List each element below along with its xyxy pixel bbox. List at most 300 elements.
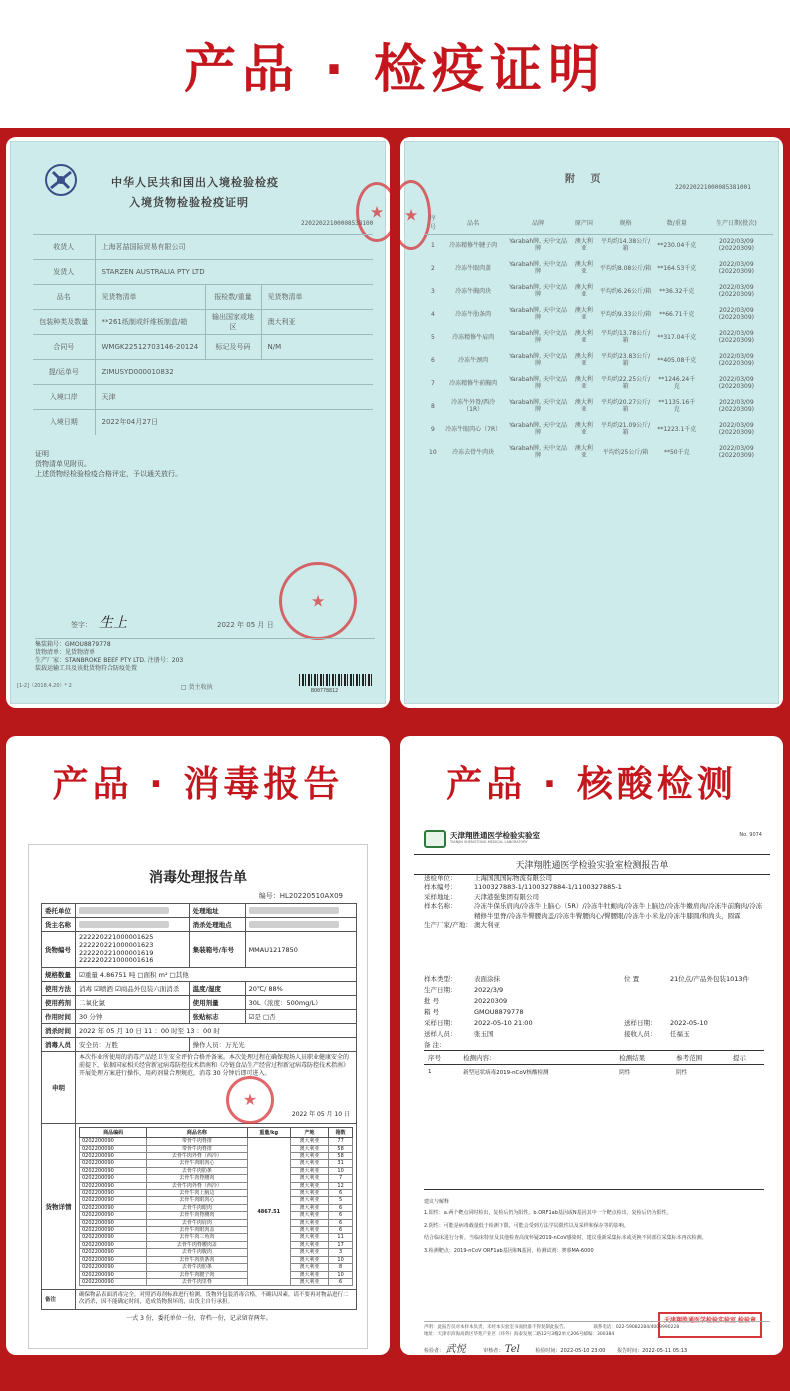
detail-name: 去骨牛肉眼肉盖	[147, 1227, 247, 1234]
detail-origin: 澳大利亚	[290, 1182, 328, 1189]
nucleic-field-label: 生产日期：	[424, 986, 457, 995]
appendix-cell: 冷冻牛眼肉心（7R）	[445, 425, 502, 433]
detail-row	[80, 1278, 353, 1285]
nucleic-header: 序号	[424, 1051, 459, 1065]
appendix-cell: 澳大利亚	[574, 261, 593, 275]
mark-value: ☑是 □否	[245, 1010, 356, 1024]
appendix-cell: 平均约13.78公斤/箱	[600, 330, 651, 344]
appendix-cell: 平均约6.26公斤/箱	[599, 287, 652, 295]
appendix-cell: **1246.24千克	[658, 376, 696, 390]
nucleic-result-cell: 阴性	[676, 1070, 688, 1076]
detail-count: 12	[329, 1182, 353, 1189]
detail-name: 去骨牛肉肋条肉	[147, 1256, 247, 1263]
scale-value: ☑重量 4.86751 吨 □面积 m² □其他	[76, 968, 357, 982]
detail-count: 6	[329, 1278, 353, 1285]
detail-origin: 澳大利亚	[290, 1219, 328, 1226]
appendix-cell: 5	[430, 333, 435, 341]
goods-value: 222220221000001616	[79, 956, 154, 965]
appendix-cell: 2022/03/09 (20220309)	[718, 238, 755, 253]
cert-bottom-mid-text: 货主收执	[188, 684, 213, 691]
nucleic-note: 结合临床进行分析。当临床特征及其他检查高度怀疑2019-nCoV感染时，建议重新采集标本或更换不同部位采集标本再次检测。	[424, 1235, 707, 1241]
appendix-cell: 冷冻牛肋条肉	[455, 310, 492, 318]
appendix-cell: 冷冻去骨牛肉块	[452, 448, 495, 456]
owner-label: 货主名称	[42, 918, 76, 932]
appendix-cell: 澳大利亚	[574, 376, 593, 390]
nucleic-card	[400, 736, 783, 1355]
appendix-cell: 4	[430, 310, 435, 318]
appendix-cell: **405.08千克	[657, 356, 697, 364]
nucleic-field-label: 批 号	[424, 997, 440, 1006]
nucleic-field	[424, 893, 764, 902]
detail-name: 去骨牛肉肋条	[147, 1167, 247, 1174]
declare-label: 申明	[42, 1052, 76, 1124]
cert-row-label2: 标记及号码	[205, 335, 261, 360]
cert-note-2: 上述货物经检验检疫合格评定，予以通关放行。	[35, 469, 182, 478]
dose-label: 使用剂量	[189, 996, 245, 1010]
client-value	[76, 904, 190, 918]
nucleic-result-cell: 新型冠状病毒2019-nCoV核酸检测	[463, 1070, 549, 1076]
nucleic-field	[424, 874, 764, 883]
nucleic-field-label2: 接收人员：	[624, 1030, 657, 1039]
detail-origin: 澳大利亚	[290, 1241, 328, 1248]
detail-count: 5	[329, 1197, 353, 1204]
goods-value: 222220221000001625	[79, 933, 154, 941]
detail-header: 产地	[290, 1128, 328, 1138]
detail-count: 6	[329, 1227, 353, 1234]
appendix-row	[425, 396, 773, 419]
page-title: 产品 · 检疫证明	[184, 39, 606, 100]
cert-row-value: 天津	[101, 393, 116, 401]
detail-count: 10	[329, 1271, 353, 1278]
scale-label: 规格数量	[42, 968, 76, 982]
detail-name: 去骨牛肉三角肉	[147, 1234, 247, 1241]
detail-code: 0202200090	[80, 1234, 147, 1241]
appendix-cell: 2022/03/09 (20220309)	[718, 307, 755, 321]
goods-label: 货物编号	[42, 932, 76, 968]
nucleic-notes-title: 建议与解释	[424, 1199, 450, 1205]
nucleic-result-cell: 1	[428, 1069, 432, 1075]
remark-text: 确保物品表面消毒完全，对照消毒剂标准进行检测，货物外包装消毒合格，不确认因素，请不要再对物品进行二次消杀，因不能确定时间，造成货物损坏的，由货主自行承担。	[76, 1290, 357, 1309]
appendix-cell: 2022/03/09 (20220309)	[718, 330, 755, 344]
detail-row	[80, 1219, 353, 1226]
detail-count: 77	[329, 1138, 353, 1145]
detail-origin: 澳大利亚	[290, 1234, 328, 1241]
detail-name: 去骨牛肉里脊	[147, 1278, 247, 1285]
addr-value	[245, 904, 356, 918]
nucleic-field-label: 采样日期：	[424, 1019, 457, 1028]
appendix-cell: 澳大利亚	[574, 399, 593, 413]
temp-label: 温度/湿度	[189, 982, 245, 996]
appendix-cell: Yarabah牌, 天中文品牌	[509, 284, 567, 298]
cert-main-paper	[10, 141, 386, 704]
detail-row	[80, 1138, 353, 1145]
cert-stamp-main	[279, 562, 357, 640]
appendix-cell: 平均约20.27公斤/箱	[600, 399, 651, 413]
nucleic-field-label: 采样地址：	[424, 892, 457, 901]
appendix-cell: 澳大利亚	[574, 330, 593, 344]
nucleic-section-title: 产品 · 核酸检测	[446, 764, 737, 805]
nucleic-field	[424, 1007, 764, 1018]
appendix-cell: 澳大利亚	[574, 238, 593, 253]
detail-code: 0202200090	[80, 1271, 147, 1278]
detail-name: 去骨牛肉肋条	[147, 1264, 247, 1271]
detail-code: 0202200090	[80, 1175, 147, 1182]
nucleic-result-cell	[729, 1065, 764, 1080]
cert-row	[33, 235, 373, 260]
appendix-cell: Yarabah牌, 天中文品牌	[509, 353, 567, 367]
detail-header: 箱数	[329, 1128, 353, 1138]
disinfect-row	[42, 1124, 357, 1290]
appendix-cell: Yarabah牌, 天中文品牌	[509, 307, 567, 321]
check-date: 检验时间：2022-05-10 23:00	[535, 1348, 606, 1354]
appendix-cell: 2	[430, 264, 435, 272]
detail-cell	[76, 1124, 357, 1290]
nucleic-field	[424, 974, 764, 985]
nucleic-field-label: 送样人员：	[424, 1030, 457, 1039]
cert-row	[33, 260, 373, 285]
signature-mark: 生上	[99, 615, 127, 631]
appendix-cell: 冷冻牛胸肉块	[455, 287, 492, 295]
checker-sign: 武悦	[445, 1344, 466, 1355]
detail-origin: 澳大利亚	[290, 1190, 328, 1197]
appendix-cell: 冷冻精修牛肩肉	[452, 333, 495, 341]
cert-bottom-mid: □ 货主收执	[181, 684, 213, 691]
appendix-cell: 10	[429, 448, 437, 456]
appendix-cell: Yarabah牌, 天中文品牌	[509, 330, 567, 344]
detail-name: 去骨牛肉上脑边	[147, 1190, 247, 1197]
appendix-cell: 3	[430, 287, 435, 295]
nucleic-field	[424, 1018, 764, 1029]
detail-count: 3	[329, 1249, 353, 1256]
disinfect-row	[42, 996, 357, 1010]
nucleic-field-value: 表面涂抹	[474, 975, 500, 983]
cert-row	[33, 385, 373, 410]
nucleic-notes	[424, 1210, 764, 1260]
site-label: 消杀处理地点	[189, 918, 245, 932]
appendix-row	[425, 258, 773, 281]
detail-name: 去骨牛肉脊腰肉	[147, 1212, 247, 1219]
detail-header: 商品编码	[80, 1128, 147, 1138]
nucleic-field	[424, 921, 764, 930]
detail-code: 0202200090	[80, 1241, 147, 1248]
disinfect-row	[42, 1290, 357, 1309]
client-label: 委托单位	[42, 904, 76, 918]
appendix-cell: 2022/03/09 (20220309)	[718, 353, 755, 367]
cert-row-value: 上海茗喆国际贸易有限公司	[101, 243, 186, 251]
detail-count: 31	[329, 1160, 353, 1167]
detail-row	[80, 1212, 353, 1219]
reviewer-label: 审核者：	[483, 1348, 504, 1354]
cert-row-value: **261纸制或纤维板制盒/箱	[95, 310, 205, 335]
cert-main-card	[6, 137, 390, 708]
appendix-number: 220220221000085381001	[675, 184, 751, 191]
detail-name: 去骨牛肉腹肉	[147, 1249, 247, 1256]
mark-label: 张贴标志	[189, 1010, 245, 1024]
appendix-row	[425, 304, 773, 327]
nucleic-field-label: 样本类型：	[424, 975, 457, 983]
appendix-cell: Yarabah牌, 天中文品牌	[509, 422, 567, 436]
detail-count: 58	[329, 1145, 353, 1152]
detail-origin: 澳大利亚	[290, 1249, 328, 1256]
nucleic-result-table	[424, 1050, 764, 1190]
disinfect-row	[42, 904, 357, 918]
cert-note-1: 货物清单见附页。	[35, 459, 91, 468]
lab-logo-icon	[424, 830, 446, 848]
detail-row	[80, 1160, 353, 1167]
disinfect-row	[42, 932, 357, 968]
appendix-cell: 平均约21.09公斤/箱	[600, 422, 651, 436]
detail-origin: 澳大利亚	[290, 1197, 328, 1204]
detail-row	[80, 1204, 353, 1211]
appendix-cell: 澳大利亚	[574, 422, 593, 436]
nucleic-field-label2: 送样日期：	[624, 1019, 657, 1028]
disinfect-card	[6, 736, 390, 1355]
declare-text: 本次作业所使用的消毒产品经卫生安全评价合格并备案。本次处理过程在确保现场人员职业健康安全的前提下，依据国家相关经营新冠病毒防控技术指南和《冷链食品生产经营过程新冠病毒防控技术指南》开展处理方案进行操作，用药剂量合理规范，消毒 30 分钟后即可进入。	[79, 1054, 350, 1078]
nucleic-field-label: 生产厂家/产地：	[424, 921, 472, 930]
nucleic-address: 地址：天津市滨海高新区华苑产业区（环外）海泰发展二路12号3幢2单元206号邮编：300384	[424, 1332, 615, 1338]
appendix-cell: 8	[430, 402, 435, 410]
detail-code: 0202200090	[80, 1190, 147, 1197]
detail-origin: 澳大利亚	[290, 1227, 328, 1234]
appendix-row	[425, 281, 773, 304]
detail-origin: 澳大利亚	[290, 1264, 328, 1271]
appendix-cell: 平均约14.38公斤/箱	[600, 238, 651, 253]
disinfect-row	[42, 1024, 357, 1038]
disinfect-section-title: 产品 · 消毒报告	[52, 764, 344, 805]
appendix-row	[425, 327, 773, 350]
detail-name: 去骨牛肉腱子肉	[147, 1271, 247, 1278]
appendix-cell: Yarabah牌, 天中文品牌	[509, 376, 567, 390]
disinfect-doc-no: 编号：HL20220510AX09	[258, 892, 343, 900]
proc-value: 2022 年 05 月 10 日 11 ：00 时至 13 ：00 时	[76, 1024, 357, 1038]
reviewer-sign: Tel	[504, 1344, 520, 1355]
nucleic-field	[424, 902, 764, 921]
declare-cell	[76, 1052, 357, 1124]
disinfect-row	[42, 1038, 357, 1052]
detail-name: 去骨牛肉肩肉	[147, 1219, 247, 1226]
detail-count: 6	[329, 1190, 353, 1197]
detail-row	[80, 1197, 353, 1204]
appendix-row	[425, 419, 773, 442]
cert-row	[33, 410, 373, 435]
detail-code: 0202200090	[80, 1264, 147, 1271]
nucleic-field-value: 冷冻牛保乐肩肉/冷冻牛上脑心（5R）/冷冻牛牡蛎肉/冷冻牛上脑边/冷冻牛嫩肩肉/冷冻牛前胸肉/冷冻精修牛里脊/冷冻牛臀腰肉盖/冷冻牛臀腰肉心/臀腰眼/冷冻牛小米龙/冷冻牛膝圆/和尚头，圆霖	[474, 902, 763, 920]
appendix-cell: 6	[430, 356, 435, 364]
disinfect-stamp	[226, 1076, 274, 1124]
appendix-cell: 平均约9.33公斤/箱	[599, 310, 652, 318]
detail-row	[80, 1241, 353, 1248]
detail-origin: 澳大利亚	[290, 1138, 328, 1145]
cert-row-value2: N/M	[267, 343, 282, 351]
detail-origin: 澳大利亚	[290, 1167, 328, 1174]
appendix-cell: 平均约23.83公斤/箱	[600, 353, 651, 367]
detail-code: 0202200090	[80, 1145, 147, 1152]
detail-origin: 澳大利亚	[290, 1256, 328, 1263]
nucleic-fields2	[424, 974, 764, 1051]
appendix-row	[425, 235, 773, 258]
appendix-cell: **66.71千克	[659, 310, 695, 318]
detail-row	[80, 1175, 353, 1182]
cert-stamp-top	[356, 182, 390, 242]
nucleic-field-label: 送检单位：	[424, 874, 457, 882]
cert-row-label: 发货人	[33, 260, 95, 285]
spacer	[424, 1079, 764, 1189]
cert-bottom-left: [1-2]（2018.4.20）* 2	[17, 683, 72, 689]
appendix-cell: Yarabah牌, 天中文品牌	[509, 261, 567, 275]
cert-note	[35, 450, 375, 479]
report-date: 报告时间：2022-05-11 05:13	[617, 1348, 688, 1354]
appendix-header: 数/重量	[654, 210, 700, 235]
detail-name: 带骨牛肉脊排	[147, 1138, 247, 1145]
detail-origin: 澳大利亚	[290, 1145, 328, 1152]
appendix-cell: 冷冻牛眼肉盖	[455, 264, 492, 272]
detail-code: 0202200090	[80, 1167, 147, 1174]
appendix-cell: 7	[430, 379, 435, 387]
appendix-cell: 冷冻牛颈肉	[458, 356, 489, 364]
nucleic-field-value: 2022/3/9	[474, 986, 504, 995]
cert-footer-line: 集装箱号：GMOU8879778	[35, 641, 111, 648]
detail-row	[80, 1153, 353, 1160]
detail-count: 11	[329, 1234, 353, 1241]
container-label: 集装箱号/车号	[189, 932, 245, 968]
dose-value: 30L（浓度：500mg/L）	[245, 996, 356, 1010]
appendix-row	[425, 442, 773, 465]
agent-label: 使用药剂	[42, 996, 76, 1010]
owner-value	[76, 918, 190, 932]
cert-row-label: 入境日期	[33, 410, 95, 435]
appendix-cell: **50千克	[663, 448, 690, 456]
nucleic-field-value: 澳大利亚	[474, 921, 500, 930]
cert-row-label: 收货人	[33, 235, 95, 260]
detail-count: 17	[329, 1241, 353, 1248]
cert-signature-label: 签字：	[71, 621, 92, 629]
nucleic-result-row	[424, 1065, 764, 1080]
cert-row-label2: 输出国家或地区	[205, 310, 261, 335]
nucleic-field-label: 箱 号	[424, 1008, 440, 1017]
cert-footer-line: 生产厂家：STANBROKE BEEF PTY LTD. 注册号：203	[35, 657, 184, 665]
detail-row	[80, 1234, 353, 1241]
nucleic-field	[424, 996, 764, 1007]
cert-row-value: STARZEN AUSTRALIA PTY LTD	[101, 268, 205, 276]
redacted-text	[79, 921, 169, 928]
nucleic-spacer-row	[424, 1079, 764, 1189]
detail-row	[80, 1264, 353, 1271]
cert-row-value: 2022年04月27日	[101, 418, 159, 427]
nucleic-field	[424, 985, 764, 996]
detail-code: 0202200090	[80, 1204, 147, 1211]
cert-appendix-card	[400, 137, 783, 708]
appendix-cell: 澳大利亚	[574, 353, 593, 367]
appendix-cell: 平均约8.08公斤/箱	[599, 264, 652, 272]
lab-en: TIANJIN SHENGTONG MEDICAL LABORATORY	[450, 840, 528, 844]
detail-count: 58	[329, 1153, 353, 1160]
hero-header	[0, 0, 790, 128]
method-label: 使用方法	[42, 982, 76, 996]
appendix-cell: 2022/03/09 (20220309)	[718, 422, 755, 436]
cert-number: 22022022100008538100	[301, 220, 374, 227]
cert-row-value: 见货物清单	[95, 285, 205, 310]
detail-count: 7	[329, 1175, 353, 1182]
disinfect-footer: 一式 3 份，委托单位一份，存档一份，记录留存两年。	[126, 1314, 272, 1322]
detail-row	[80, 1227, 353, 1234]
appendix-header: 品牌	[506, 210, 571, 235]
detail-origin: 澳大利亚	[290, 1160, 328, 1167]
cert-row-label: 合同号	[33, 335, 95, 360]
goods-value: 222220221000001623	[79, 940, 154, 949]
appendix-cell: Yarabah牌, 天中文品牌	[509, 445, 567, 459]
nucleic-note: 2.阴性：可能是病毒载量低于检测下限，可能会受到方法学局限性以及采样和保存等的影响。	[424, 1222, 629, 1229]
detail-origin: 澳大利亚	[290, 1278, 328, 1285]
cert-row-value: WMGK22512703146-20124	[95, 335, 205, 360]
nucleic-field	[424, 1029, 764, 1040]
nucleic-field-value2: 21位点/产品外包装1013件	[670, 975, 750, 983]
disinfect-table-wrap	[41, 903, 357, 1322]
cert-appendix-paper	[404, 141, 779, 704]
nucleic-result-cell: 阴性	[619, 1070, 631, 1076]
cert-footer-line: 货物清单：见货物清单	[35, 649, 96, 657]
nucleic-field	[424, 883, 764, 892]
nucleic-field-value: 张玉国	[474, 1030, 494, 1039]
detail-row	[80, 1190, 353, 1197]
site-value	[245, 918, 356, 932]
detail-name: 去骨牛肉脊腰肉	[147, 1175, 247, 1182]
disinfect-row	[42, 1052, 357, 1124]
cert-row	[33, 360, 373, 385]
detail-header: 商品名称	[147, 1128, 247, 1138]
goods-value: 222220221000001619	[79, 948, 154, 957]
nucleic-field-value2: 2022-05-10	[670, 1019, 708, 1028]
appendix-cell: 2022/03/09 (20220309)	[718, 445, 755, 459]
emblem-icon	[41, 160, 81, 200]
detail-count: 8	[329, 1264, 353, 1271]
detail-row	[80, 1256, 353, 1263]
detail-code: 0202200090	[80, 1256, 147, 1263]
disinfect-doc	[28, 844, 368, 1349]
appendix-table	[425, 210, 773, 465]
nucleic-contact: 联系电话：022-59082284/4009990228	[593, 1325, 680, 1330]
disinfect-row	[42, 1010, 357, 1024]
detail-origin: 澳大利亚	[290, 1153, 328, 1160]
appendix-cell: Yarabah牌, 天中文品牌	[509, 238, 567, 253]
appendix-cell: 冷冻精修牛前胸肉	[449, 379, 498, 387]
detail-count: 6	[329, 1219, 353, 1226]
nucleic-bottom	[424, 1321, 770, 1338]
detail-count: 10	[329, 1167, 353, 1174]
disinfect-doc-title: 消毒处理报告单	[149, 870, 247, 886]
cert-footer-line: 装载运输工具及该批货物符合防疫处置	[35, 665, 138, 673]
detail-code: 0202200090	[80, 1138, 147, 1145]
cert-row	[33, 285, 373, 310]
detail-weight: 4867.51	[247, 1138, 290, 1286]
time-label: 作用时间	[42, 1010, 76, 1024]
nucleic-note: 3.检测靶点：2019-nCoV ORF1ab基因和N基因，检测试剂：赛睿MA-6000	[424, 1247, 594, 1254]
barcode	[299, 674, 373, 686]
nucleic-header: 检测内容：	[459, 1051, 615, 1065]
detail-code: 0202200090	[80, 1182, 147, 1189]
appendix-cell: 2022/03/09 (20220309)	[718, 376, 755, 390]
nucleic-field-label: 备 注：	[424, 1041, 446, 1050]
detail-code: 0202200090	[80, 1197, 147, 1204]
method-value: 消毒 ☑喷洒 ☑商品外包装六面消杀	[76, 982, 190, 996]
nucleic-field-value: 20220309	[474, 997, 508, 1006]
nucleic-header: 参考范围	[672, 1051, 729, 1065]
container-value: MMAU1217850	[245, 932, 356, 968]
detail-name: 带骨牛肉脊排	[147, 1145, 247, 1152]
remark-label: 备注	[42, 1290, 76, 1309]
nucleic-declare: 声明：此报告仅对本样本负责，未经本实验室书面批准不得复制此报告。	[424, 1325, 568, 1330]
appendix-cell: 平均约22.25公斤/箱	[600, 376, 651, 390]
detail-header-row	[80, 1128, 353, 1138]
